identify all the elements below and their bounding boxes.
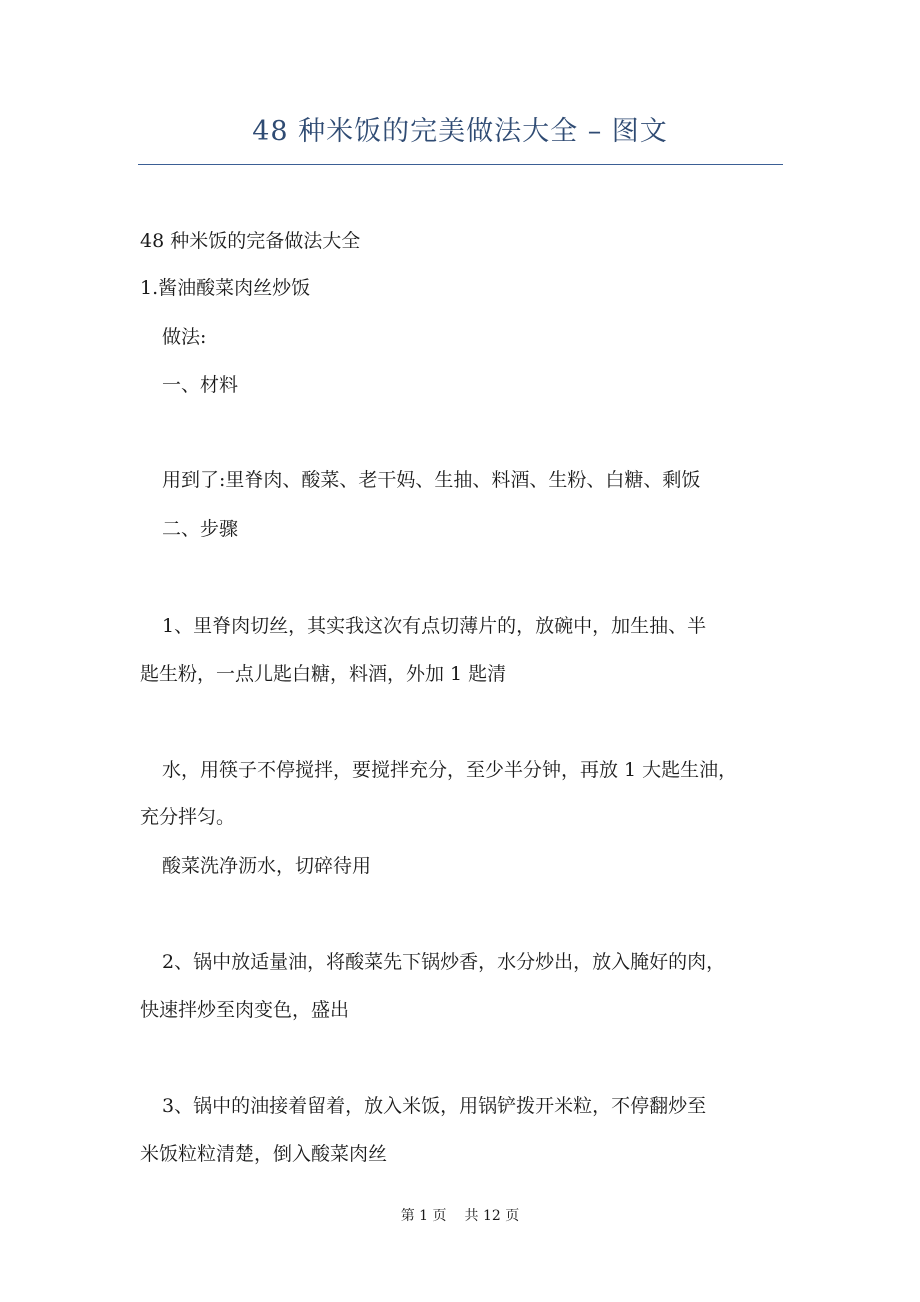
step-3-line-2: 米饭粒粒清楚，倒入酸菜肉丝 [140,1143,388,1165]
title-underline [138,164,783,165]
step-3-line-1: 3、锅中的油接着留着，放入米饭，用锅铲拨开米粒，不停翻炒至 [162,1095,707,1117]
step-1-line-3: 水，用筷子不停搅拌，要搅拌充分，至少半分钟，再放 1 大匙生油， [162,759,738,781]
section-materials: 一、材料 [162,374,239,396]
step-1-line-5: 酸菜洗净沥水，切碎待用 [162,855,372,877]
step-2-line-2: 快速拌炒至肉变色，盛出 [140,999,350,1021]
step-2-line-1: 2、锅中放适量油，将酸菜先下锅炒香，水分炒出，放入腌好的肉， [162,951,726,973]
subtitle-line: 48 种米饭的完备做法大全 [140,230,361,252]
recipe-heading: 1.酱油酸菜肉丝炒饭 [140,277,311,299]
step-1-line-1: 1、里脊肉切丝，其实我这次有点切薄片的，放碗中，加生抽、半 [162,615,707,637]
page-footer [0,1206,920,1226]
method-label: 做法: [162,326,207,348]
materials-text: 用到了:里脊肉、酸菜、老干妈、生抽、料酒、生粉、白糖、剩饭 [162,469,701,491]
document-title: 48 种米饭的完美做法大全 – 图文 [252,116,668,147]
step-1-line-4: 充分拌匀。 [140,806,236,828]
page-total: 共 12 页 [464,1208,520,1224]
section-steps: 二、步骤 [162,518,239,540]
page-number: 第 1 页 [400,1208,447,1224]
step-1-line-2: 匙生粉，一点儿匙白糖，料酒，外加 1 匙清 [140,663,507,685]
